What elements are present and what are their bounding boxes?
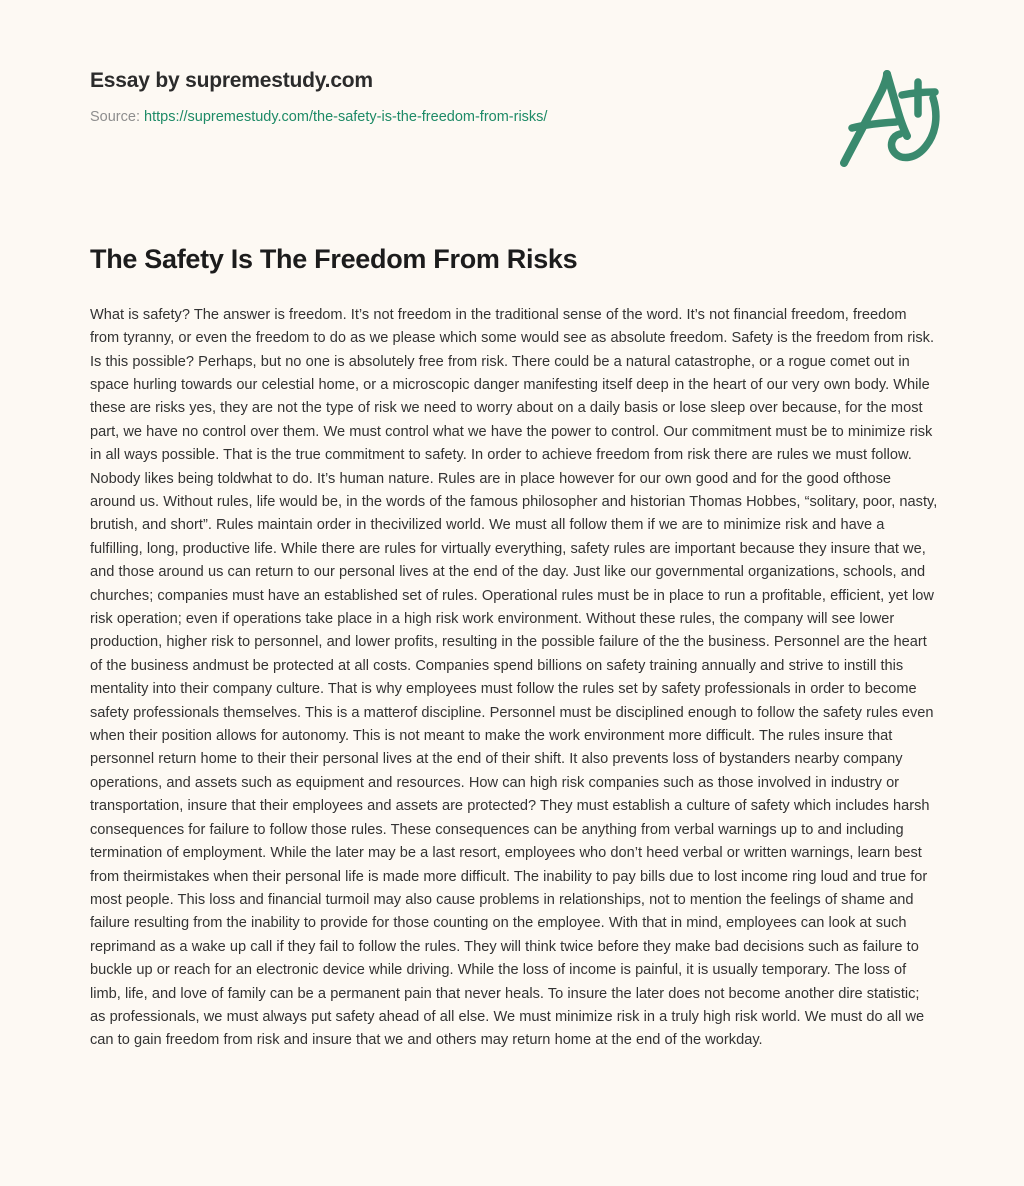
a-plus-logo-icon (830, 62, 950, 180)
article-paragraph: What is safety? The answer is freedom. It’s not freedom in the traditional sense of the word. It’s not financial freedom, freedom from tyranny, or even the freedom to do as we please which some would see as absolute freedom. Safety is the freedom from risk. Is this possible? Perhaps, but no one is absolutely free from risk. There could be a natural catastrophe, or a rogue comet out in space hurling towards our celestial home, or a microscopic danger manifesting itself deep in the heart of our very own body. While these are risks yes, they are not the type of risk we need to worry about on a daily basis or lose sleep over because, for the most part, we have no control over them. We must control what we have the power to control. Our commitment must be to minimize risk in all ways possible. That is the true commitment to safety. In order to achieve freedom from risk there are rules we must follow. Nobody likes being toldwhat to do. It’s human nature. Rules are in place however for our own good and for the good ofthose around us. Without rules, life would be, in the words of the famous philosopher and historian Thomas Hobbes, “solitary, poor, nasty, brutish, and short”. Rules maintain order in thecivilized world. We must all follow them if we are to minimize risk and have a fulfilling, long, productive life. While there are rules for virtually everything, safety rules are important because they insure that we, and those around us can return to our personal lives at the end of the day. Just like our governmental organizations, schools, and churches; companies must have an established set of rules. Operational rules must be in place to run a profitable, efficient, yet low risk operation; even if operations take place in a high risk work environment. Without these rules, the company will see lower production, higher risk to personnel, and lower profits, resulting in the possible failure of the the business. Personnel are the heart of the business andmust be protected at all costs. Companies spend billions on safety training annually and strive to instill this mentality into their company culture. That is why employees must follow the rules set by safety professionals in order to become safety professionals themselves. This is a matterof discipline. Personnel must be disciplined enough to follow the safety rules even when their position allows for autonomy. This is not meant to make the work environment more difficult. The rules insure that personnel return home to their their personal lives at the end of their shift. It also prevents loss of bystanders nearby company operations, and assets such as equipment and resources. How can high risk companies such as those involved in industry or transportation, insure that their employees and assets are protected? They must establish a culture of safety which includes harsh consequences for failure to follow those rules. These consequences can be anything from verbal warnings up to and including termination of employment. While the later may be a last resort, employees who don’t heed verbal or written warnings, learn best from theirmistakes when their personal life is made more difficult. The inability to pay bills due to lost income ring loud and true for most people. This loss and financial turmoil may also cause problems in relationships, not to mention the feelings of shame and failure resulting from the inability to provide for those counting on the employee. With that in mind, employees can look at such reprimand as a wake up call if they fail to follow the rules. They will think twice before they make bad decisions such as failure to buckle up or reach for an electronic device while driving. While the loss of income is painful, it is usually temporary. The loss of limb, life, and love of family can be a permanent pain that never heals. To insure the later does not become another dire statistic; as professionals, we must always put safety ahead of all else. We must minimize risk in a truly high risk world. We must do all we can to gain freedom from risk and insure that we and others may return home at the end of the workday. (90, 306, 938, 1049)
a-plus-logo (830, 62, 950, 180)
source-label: Source: (90, 109, 140, 126)
page-title: The Safety Is The Freedom From Risks (90, 244, 578, 274)
brand-title: Essay by supremestudy.com (90, 69, 373, 92)
brand-block (90, 68, 547, 127)
document-header (0, 0, 1024, 200)
article (90, 243, 938, 1053)
source-line (90, 108, 547, 127)
source-url-link[interactable]: https://supremestudy.com/the-safety-is-the-freedom-from-risks/ (144, 109, 548, 126)
article-body (90, 304, 938, 1053)
